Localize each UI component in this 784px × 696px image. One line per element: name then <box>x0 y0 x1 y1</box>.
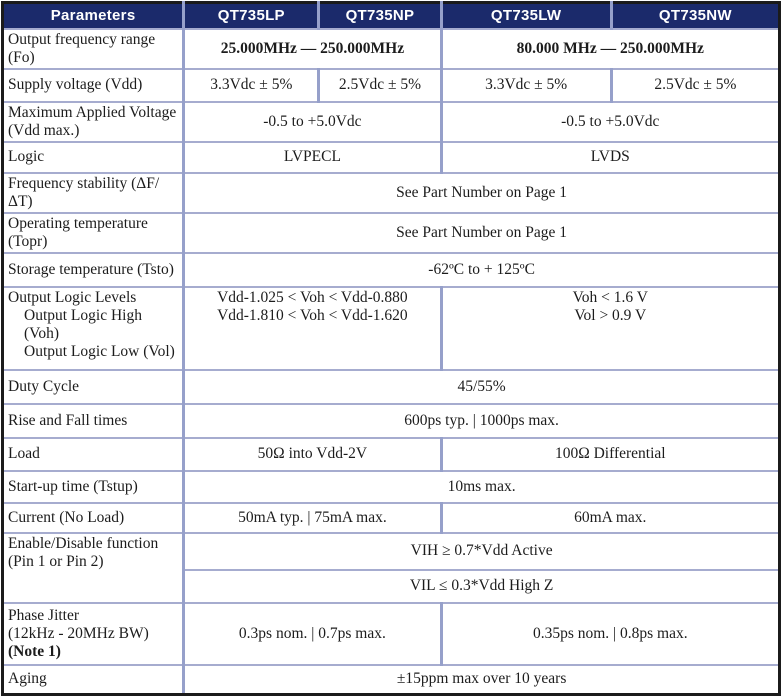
param-label-frequency-stability: Frequency stability (ΔF/ΔT) <box>3 173 184 213</box>
value-freq-lvpecl: 25.000MHz — 250.000MHz <box>184 29 441 69</box>
value-enable-vil: VIL ≤ 0.3*Vdd High Z <box>184 570 780 603</box>
max-voltage-label-line1: Maximum Applied Voltage <box>8 103 177 121</box>
value-load-lvpecl: 50Ω into Vdd-2V <box>184 438 441 471</box>
row-startup-time <box>3 471 780 503</box>
logic-levels-lvds-vol: Vol > 0.9 V <box>574 306 647 324</box>
value-freq-lvds: 80.000 MHz — 250.000MHz <box>441 29 779 69</box>
row-supply-voltage <box>3 69 780 102</box>
header-model-qt735lw: QT735LW <box>441 3 611 29</box>
logic-levels-label-line2: Output Logic High (Voh) <box>24 306 142 342</box>
row-max-applied-voltage <box>3 102 780 142</box>
header-model-qt735np: QT735NP <box>319 3 441 29</box>
logic-levels-label-line3: Output Logic Low (Vol) <box>24 342 175 360</box>
value-current-lvpecl: 50mA typ. | 75mA max. <box>184 503 441 533</box>
value-logic-lvds: LVDS <box>441 142 779 173</box>
param-label-rise-fall: Rise and Fall times <box>3 404 184 438</box>
logic-levels-lvds-voh: Voh < 1.6 V <box>572 288 648 306</box>
header-model-qt735lp: QT735LP <box>184 3 319 29</box>
param-label-logic: Logic <box>3 142 184 173</box>
row-aging <box>3 665 780 695</box>
row-storage-temperature <box>3 253 780 287</box>
row-output-frequency-range <box>3 29 780 69</box>
logic-levels-lvpecl-vol: Vdd-1.810 < Voh < Vdd-1.620 <box>217 306 408 324</box>
param-label-output-logic-levels <box>3 287 184 370</box>
value-logic-levels-lvds <box>441 287 779 370</box>
param-label-operating-temperature: Operating temperature (Topr) <box>3 213 184 253</box>
value-jitter-lvds: 0.35ps nom. | 0.8ps max. <box>441 603 779 665</box>
value-supply-lp: 3.3Vdc ± 5% <box>184 69 319 102</box>
value-current-lvds: 60mA max. <box>441 503 779 533</box>
param-label-startup-time: Start-up time (Tstup) <box>3 471 184 503</box>
param-label-supply-voltage: Supply voltage (Vdd) <box>3 69 184 102</box>
param-label-max-voltage <box>3 102 184 142</box>
value-enable-vih: VIH ≥ 0.7*Vdd Active <box>184 533 780 570</box>
value-frequency-stability: See Part Number on Page 1 <box>184 173 780 213</box>
param-label-enable-disable <box>3 533 184 603</box>
row-phase-jitter <box>3 603 780 665</box>
header-model-qt735nw: QT735NW <box>611 3 779 29</box>
param-label-storage-temperature: Storage temperature (Tsto) <box>3 253 184 287</box>
header-row <box>3 3 780 29</box>
header-parameters: Parameters <box>3 3 184 29</box>
param-label-aging: Aging <box>3 665 184 695</box>
logic-levels-lvpecl-voh: Vdd-1.025 < Voh < Vdd-0.880 <box>217 288 408 306</box>
phase-jitter-label-note: (Note 1) <box>8 642 61 660</box>
value-duty-cycle: 45/55% <box>184 370 780 404</box>
value-maxv-lvpecl: -0.5 to +5.0Vdc <box>184 102 441 142</box>
row-enable-disable-vih <box>3 533 780 570</box>
row-current-no-load <box>3 503 780 533</box>
value-supply-lw: 3.3Vdc ± 5% <box>441 69 611 102</box>
row-operating-temperature <box>3 213 780 253</box>
param-label-output-frequency: Output frequency range (Fo) <box>3 29 184 69</box>
spec-table-container <box>1 1 781 696</box>
value-operating-temperature: See Part Number on Page 1 <box>184 213 780 253</box>
value-load-lvds: 100Ω Differential <box>441 438 779 471</box>
value-maxv-lvds: -0.5 to +5.0Vdc <box>441 102 779 142</box>
value-rise-fall: 600ps typ. | 1000ps max. <box>184 404 780 438</box>
row-rise-fall-times <box>3 404 780 438</box>
logic-levels-label-line1: Output Logic Levels <box>8 288 137 306</box>
row-output-logic-levels <box>3 287 780 370</box>
phase-jitter-label-line1: Phase Jitter <box>8 606 80 624</box>
row-frequency-stability <box>3 173 780 213</box>
value-startup-time: 10ms max. <box>184 471 780 503</box>
value-supply-np: 2.5Vdc ± 5% <box>319 69 441 102</box>
value-logic-lvpecl: LVPECL <box>184 142 441 173</box>
value-aging: ±15ppm max over 10 years <box>184 665 780 695</box>
max-voltage-label-line2: (Vdd max.) <box>8 121 80 139</box>
phase-jitter-label-line2: (12kHz - 20MHz BW) <box>8 624 149 642</box>
oscillator-spec-table <box>1 1 781 696</box>
value-jitter-lvpecl: 0.3ps nom. | 0.7ps max. <box>184 603 441 665</box>
value-supply-nw: 2.5Vdc ± 5% <box>611 69 779 102</box>
enable-disable-label-line2: (Pin 1 or Pin 2) <box>8 552 104 570</box>
param-label-current: Current (No Load) <box>3 503 184 533</box>
enable-disable-label-line1: Enable/Disable function <box>8 534 159 552</box>
row-logic <box>3 142 780 173</box>
param-label-phase-jitter <box>3 603 184 665</box>
param-label-load: Load <box>3 438 184 471</box>
param-label-duty-cycle: Duty Cycle <box>3 370 184 404</box>
value-storage-temperature: -62ºC to + 125ºC <box>184 253 780 287</box>
row-duty-cycle <box>3 370 780 404</box>
row-load <box>3 438 780 471</box>
value-logic-levels-lvpecl <box>184 287 441 370</box>
